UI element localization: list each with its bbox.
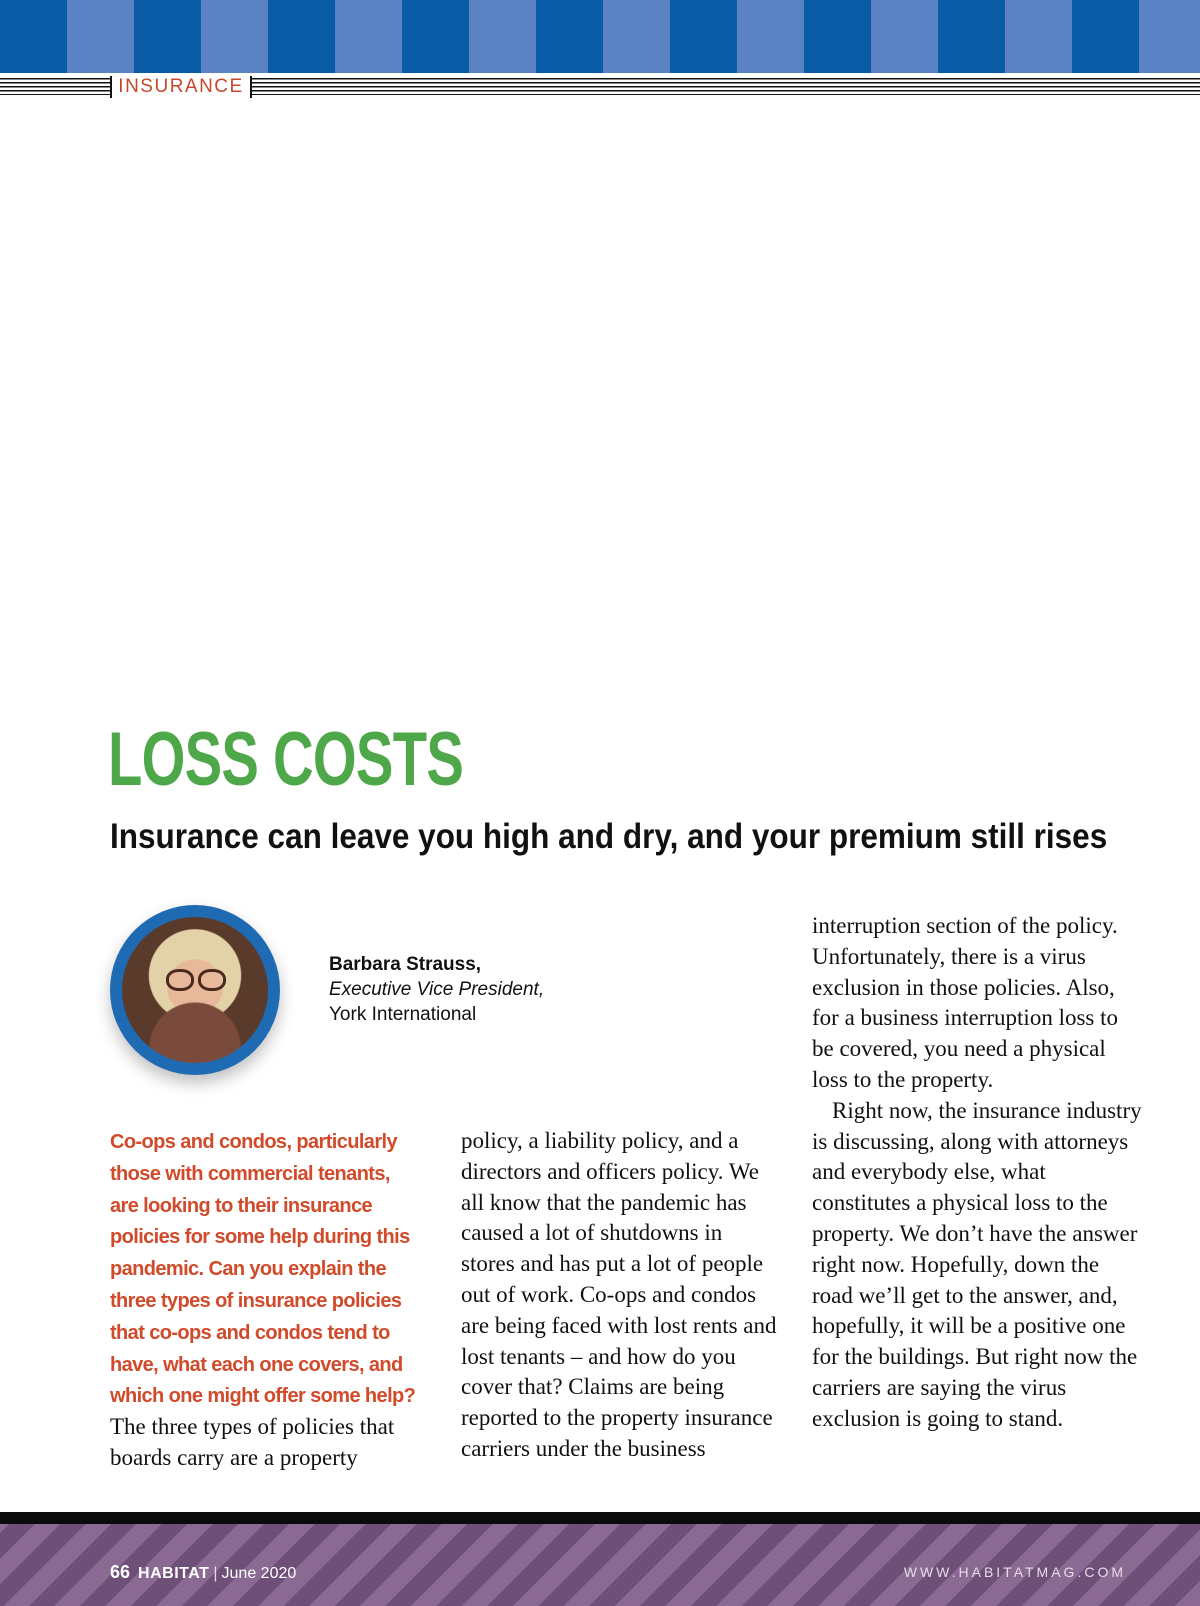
dek: Insurance can leave you high and dry, and your premium still rises	[110, 817, 1108, 856]
body-paragraph: interruption section of the policy. Unfortunately, there is a virus exclusion in those policies. Also, for a business interruption loss to be covered, you need a physical loss to the property.	[812, 913, 1118, 1092]
author-name: Barbara Strauss,	[329, 954, 482, 975]
footer	[0, 1524, 1200, 1606]
rule-lines-right	[252, 78, 1200, 95]
author-title: Executive Vice President,	[329, 979, 545, 1000]
magazine-name: HABITAT	[138, 1565, 210, 1582]
interview-answer-continued: policy, a liability policy, and a directors and officers policy. We all know that the pandemic has caused a lot of shutdowns in stores and has put a lot of people out of work. Co-ops and condos are being faced with lost rents and lost tenants – and how do you cover that? Claims are being reported to the property insurance carriers under the business	[461, 1128, 777, 1461]
glasses-shape	[166, 969, 226, 989]
body-column-2	[461, 1126, 781, 1465]
body-paragraph: Right now, the insurance industry is discussing, along with attorneys and everybody else, what constitutes a physical loss to the property. We don’t have the answer right now. Hopefully, down the road we’ll get to the answer, and, hopefully, it will be a positive one for the buildings. But right now the carriers are saying the virus exclusion is going to stand.	[812, 1097, 1142, 1431]
portrait-image	[122, 917, 268, 1063]
byline	[329, 952, 544, 1027]
folio-separator: |	[213, 1565, 218, 1582]
section-label: INSURANCE	[110, 76, 252, 98]
section-rule	[0, 76, 1200, 98]
body-column-1	[110, 1126, 420, 1474]
author-company: York International	[329, 1004, 477, 1025]
interview-answer: The three types of policies that boards carry are a property	[110, 1414, 395, 1470]
folio	[110, 1562, 296, 1583]
page-number: 66	[110, 1562, 131, 1582]
header-stripes	[0, 0, 1200, 73]
interview-question: Co-ops and condos, particularly those with commercial tenants, are looking to their insurance policies for some help during this pandemic. Can you explain the three types of insurance policies that co-ops and condos tend to have, what each one covers, and which one might offer some help?	[110, 1131, 416, 1408]
body-column-3	[812, 911, 1142, 1435]
rule-lines-left	[0, 78, 110, 95]
footer-rule	[0, 1512, 1200, 1524]
website-url: WWW.HABITATMAG.COM	[903, 1564, 1126, 1580]
issue-date: June 2020	[221, 1565, 297, 1582]
headline: LOSS COSTS	[108, 717, 464, 802]
author-portrait	[110, 905, 280, 1075]
